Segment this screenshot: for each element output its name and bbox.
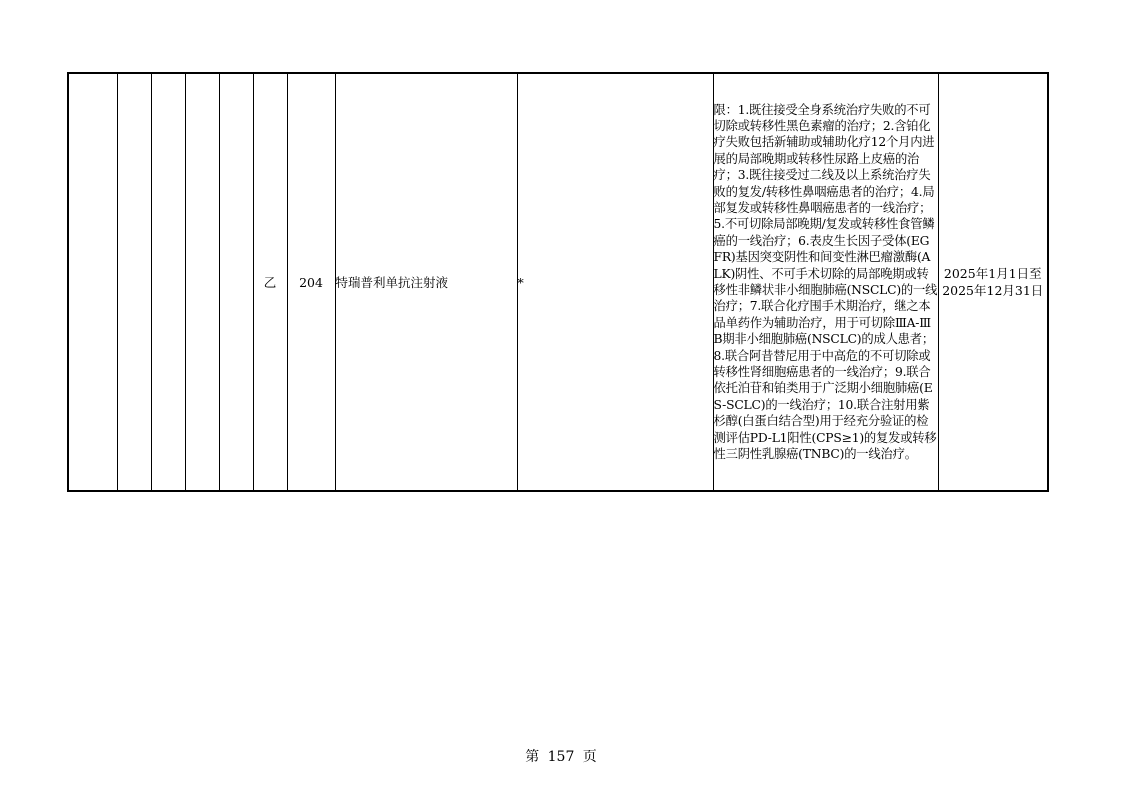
table-row [68,73,1048,491]
empty-cell-4 [185,73,219,491]
number-cell: 204 [287,73,335,491]
empty-cell-1 [68,73,117,491]
drug-list-table [67,72,1049,492]
restriction-text: 限：1.既往接受全身系统治疗失败的不可切除或转移性黑色素瘤的治疗；2.含铂化疗失败包括新辅助或辅助化疗12个月内进展的局部晚期或转移性尿路上皮癌的治疗；3.既往接受过二线及以上系统治疗失败的复发/转移性鼻咽癌患者的治疗；4.局部复发或转移性鼻咽癌患者的一线治疗；5.不可切除局部晚期/复发或转移性食管鳞癌的一线治疗；6.表皮生长因子受体(EGFR)基因突变阴性和间变性淋巴瘤激酶(ALK)阴性、不可手术切除的局部晚期或转移性非鳞状非小细胞肺癌(NSCLC)的一线治疗；7.联合化疗围手术期治疗，继之本品单药作为辅助治疗，用于可切除ⅢA-ⅢB期非小细胞肺癌(NSCLC)的成人患者；8.联合阿昔替尼用于中高危的不可切除或转移性肾细胞癌患者的一线治疗；9.联合依托泊苷和铂类用于广泛期小细胞肺癌(ES-SCLC)的一线治疗；10.联合注射用紫杉醇(白蛋白结合型)用于经充分验证的检测评估PD-L1阳性(CPS≥1)的复发或转移性三阴性乳腺癌(TNBC)的一线治疗。 [713,102,938,462]
empty-cell-2 [117,73,151,491]
empty-cell-3 [151,73,185,491]
validity-start: 2025年1月1日至 [943,266,1042,281]
category-cell: 乙 [253,73,287,491]
validity-end: 2025年12月31日 [942,283,1044,298]
page-number: 第 157 页 [525,749,597,765]
dosage-note-cell: * [517,73,713,491]
validity-period-cell [938,73,1048,491]
empty-cell-5 [219,73,253,491]
drug-name-cell: 特瑞普利单抗注射液 [335,73,517,491]
restriction-cell [713,73,938,491]
